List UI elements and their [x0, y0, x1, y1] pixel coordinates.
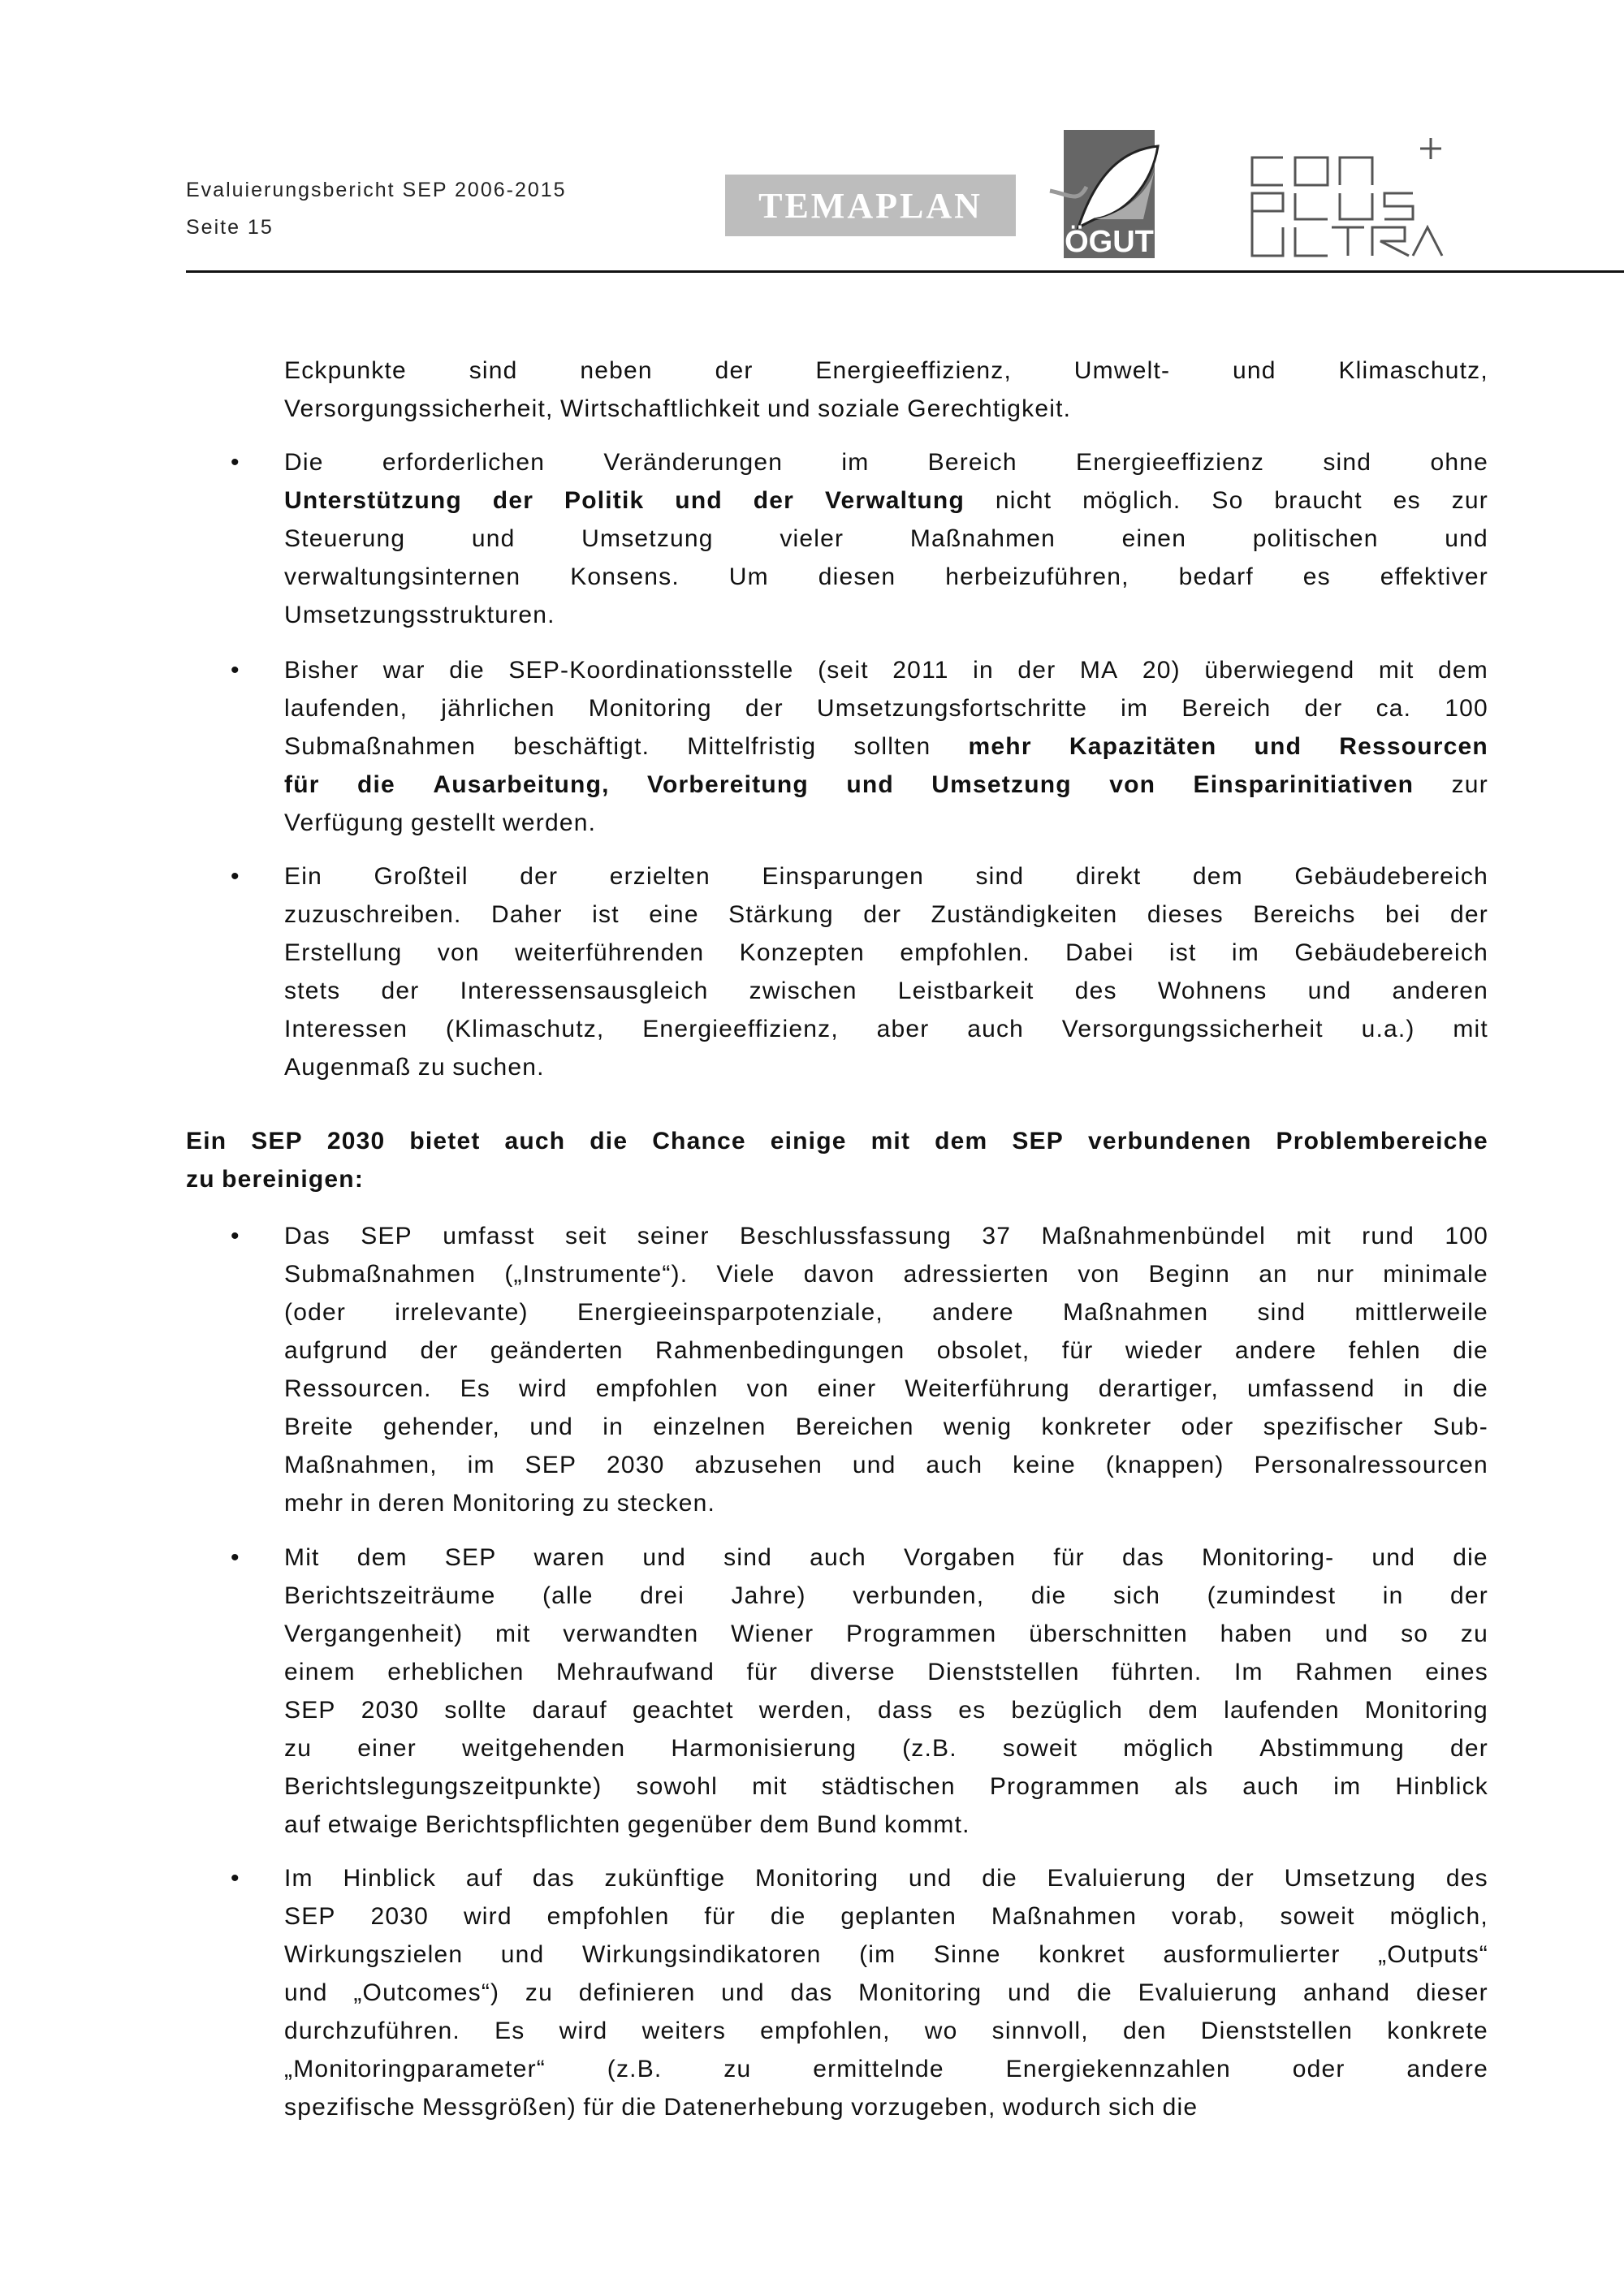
bullet-icon: •: [231, 449, 240, 476]
text-line: laufenden, jährlichen Monitoring der Umsetzungsfortschritte im Bereich der ca. 100: [284, 695, 1488, 722]
section-heading: [186, 1122, 1488, 1198]
page-number: Seite 15: [186, 216, 274, 239]
bullet-item: [231, 857, 1488, 1086]
text-line: mehr in deren Monitoring zu stecken.: [284, 1490, 716, 1517]
text-line: Im Hinblick auf das zukünftige Monitoring und die Evaluierung der Umsetzung des: [284, 1865, 1488, 1892]
text-line: Berichtslegungszeitpunkte) sowohl mit städtischen Programmen als auch im Hinblick: [284, 1773, 1488, 1800]
text-line: Breite gehender, und in einzelnen Bereichen wenig konkreter oder spezifischer Sub-: [284, 1413, 1488, 1440]
bullet-icon: •: [231, 1544, 240, 1571]
text-line: und „Outcomes“) zu definieren und das Monitoring und die Evaluierung anhand dieser: [284, 1979, 1488, 2006]
bullet-item: [231, 1217, 1488, 1522]
text-line: Mit dem SEP waren und sind auch Vorgaben für das Monitoring- und die: [284, 1544, 1488, 1571]
text-line: stets der Interessensausgleich zwischen Leistbarkeit des Wohnens und anderen: [284, 978, 1488, 1004]
bullet-item: [231, 443, 1488, 634]
text-line: Verfügung gestellt werden.: [284, 809, 597, 836]
text-line: einem erheblichen Mehraufwand für diverse Dienststellen führten. Im Rahmen eines: [284, 1659, 1488, 1685]
text-line: Versorgungssicherheit, Wirtschaftlichkeit und soziale Gerechtigkeit.: [284, 395, 1072, 422]
bullet-item: [231, 1859, 1488, 2126]
text-line: auf etwaige Berichtspflichten gegenüber dem Bund kommt.: [284, 1811, 970, 1838]
report-title: Evaluierungsbericht SEP 2006-2015: [186, 179, 567, 201]
text-line: Umsetzungsstrukturen.: [284, 602, 555, 628]
text-line: zuzuschreiben. Daher ist eine Stärkung der Zuständigkeiten dieses Bereichs bei der: [284, 901, 1488, 928]
ogut-logo: [1046, 130, 1168, 258]
text-line: Die erforderlichen Veränderungen im Bereich Energieeffizienz sind ohne: [284, 449, 1488, 476]
text-line: Interessen (Klimaschutz, Energieeffizienz, aber auch Versorgungssicherheit u.a.) mit: [284, 1016, 1488, 1042]
text-line: Das SEP umfasst seit seiner Beschlussfassung 37 Maßnahmenbündel mit rund 100: [284, 1223, 1488, 1249]
text-line: Submaßnahmen („Instrumente“). Viele davon adressierten von Beginn an nur minimale: [284, 1261, 1488, 1288]
text-line: Ressourcen. Es wird empfohlen von einer Weiterführung derartiger, umfassend in die: [284, 1375, 1488, 1402]
text-line: Unterstützung der Politik und der Verwaltung nicht möglich. So braucht es zur: [284, 487, 1488, 514]
text-line: verwaltungsinternen Konsens. Um diesen herbeizuführen, bedarf es effektiver: [284, 563, 1488, 590]
bullet-icon: •: [231, 863, 240, 890]
text-line: Augenmaß zu suchen.: [284, 1054, 545, 1081]
text-line: durchzuführen. Es wird weiters empfohlen, wo sinnvoll, den Dienststellen konkrete: [284, 2018, 1488, 2044]
header-divider: [186, 270, 1624, 273]
text-line: zu bereinigen:: [186, 1166, 365, 1193]
bullet-item: [231, 651, 1488, 842]
bullet-icon: •: [231, 1223, 240, 1249]
bullet-icon: •: [231, 657, 240, 684]
con-plus-ultra-logo: [1250, 138, 1445, 260]
text-line: Submaßnahmen beschäftigt. Mittelfristig sollten mehr Kapazitäten und Ressourcen: [284, 733, 1488, 760]
bullet-icon: •: [231, 1865, 240, 1892]
text-line: aufgrund der geänderten Rahmenbedingungen obsolet, für wieder andere fehlen die: [284, 1337, 1488, 1364]
text-line: für die Ausarbeitung, Vorbereitung und Umsetzung von Einsparinitiativen zur: [284, 771, 1488, 798]
text-line: Maßnahmen, im SEP 2030 abzusehen und auch keine (knappen) Personalressourcen: [284, 1452, 1488, 1478]
temaplan-logo: TEMAPLAN: [725, 175, 1016, 236]
text-line: Vergangenheit) mit verwandten Wiener Programmen überschnitten haben und so zu: [284, 1621, 1488, 1647]
text-line: spezifische Messgrößen) für die Datenerhebung vorzugeben, wodurch sich die: [284, 2094, 1199, 2121]
text-line: Ein SEP 2030 bietet auch die Chance einige mit dem SEP verbundenen Problembereiche: [186, 1128, 1488, 1154]
text-line: Steuerung und Umsetzung vieler Maßnahmen einen politischen und: [284, 525, 1488, 552]
text-line: „Monitoringparameter“ (z.B. zu ermittelnde Energiekennzahlen oder andere: [284, 2056, 1488, 2082]
text-line: Eckpunkte sind neben der Energieeffizienz, Umwelt- und Klimaschutz,: [284, 357, 1488, 384]
text-line: Erstellung von weiterführenden Konzepten empfohlen. Dabei ist im Gebäudebereich: [284, 939, 1488, 966]
text-line: Bisher war die SEP-Koordinationsstelle (seit 2011 in der MA 20) überwiegend mit dem: [284, 657, 1488, 684]
text-line: Ein Großteil der erzielten Einsparungen sind direkt dem Gebäudebereich: [284, 863, 1488, 890]
text-line: SEP 2030 sollte darauf geachtet werden, dass es bezüglich dem laufenden Monitoring: [284, 1697, 1488, 1724]
paragraph: [284, 352, 1488, 428]
text-line: (oder irrelevante) Energieeinsparpotenziale, andere Maßnahmen sind mittlerweile: [284, 1299, 1488, 1326]
text-line: Wirkungszielen und Wirkungsindikatoren (im Sinne konkret ausformulierter „Outputs“: [284, 1941, 1488, 1968]
svg-text:ÖGUT: ÖGUT: [1065, 225, 1154, 258]
text-line: Berichtszeiträume (alle drei Jahre) verbunden, die sich (zumindest in der: [284, 1582, 1488, 1609]
text-line: zu einer weitgehenden Harmonisierung (z.B. soweit möglich Abstimmung der: [284, 1735, 1488, 1762]
bullet-item: [231, 1539, 1488, 1844]
text-line: SEP 2030 wird empfohlen für die geplanten Maßnahmen vorab, soweit möglich,: [284, 1903, 1488, 1930]
